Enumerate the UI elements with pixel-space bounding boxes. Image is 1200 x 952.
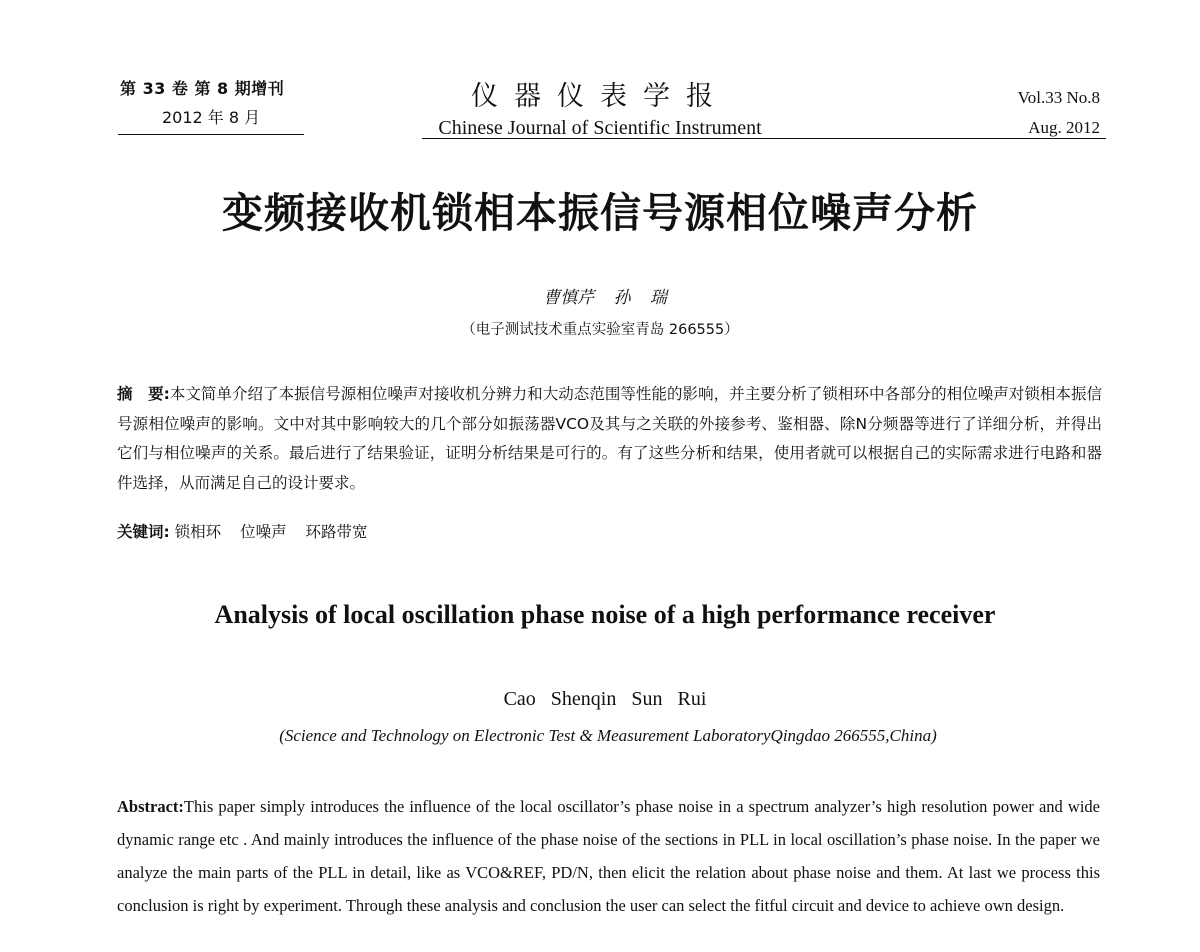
journal-masthead (420, 74, 780, 140)
abstract-text-en: This paper simply introduces the influence of the local oscillator’s phase noise in a spectrum analyzer’s high resolution power and wide dynamic range etc . And mainly introduces the influence of the phase noise of the sections in PLL in local oscillation’s phase noise. In the paper we analyze the main parts of the PLL in detail, like as VCO&REF, PD/N, then elicit the relation about phase noise and them. At last we process this conclusion is right by experiment. Through these analysis and conclusion the user can select the fitful circuit and device to achieve own design. (117, 797, 1100, 915)
journal-name-cn: 仪器仪表学报 (471, 81, 729, 112)
abstract-en (117, 790, 1100, 922)
affiliation-en: (Science and Technology on Electronic Test & Measurement LaboratoryQingdao 266555,China) (279, 726, 937, 745)
paper-title-en: Analysis of local oscillation phase noise of a high performance receiver (214, 600, 996, 629)
keywords-cn (117, 520, 1017, 542)
keywords-label-cn: 关键词: (117, 523, 170, 541)
keyword: 位噪声 (240, 523, 287, 541)
date-en: Aug. 2012 (1028, 118, 1100, 137)
header-rule-right (422, 138, 1106, 139)
abstract-label-en: Abstract: (117, 797, 184, 816)
abstract-text-cn: 本文简单介绍了本振信号源相位噪声对接收机分辨力和大动态范围等性能的影响，并主要分析了锁相环中各部分的相位噪声对锁相本振信号源相位噪声的影响。文中对其中影响较大的几个部分如振荡器VCO及其与之关联的外接参考、鉴相器、除N分频器等进行了详细分析，并得出它们与相位噪声的关系。最后进行了结果验证，证明分析结果是可行的。有了这些分析和结果，使用者就可以根据自己的实际需求进行电路和器件选择，从而满足自己的设计要求。 (117, 385, 1102, 492)
header-right (900, 88, 1100, 138)
volume-issue-en: Vol.33 No.8 (1017, 88, 1100, 107)
abstract-cn (117, 380, 1102, 498)
header-rule-left (118, 134, 304, 135)
affiliation-cn: （电子测试技术重点实验室青岛 266555） (461, 322, 739, 338)
abstract-label-cn: 摘 要: (117, 385, 170, 403)
date-cn: 2012 年 8 月 (162, 108, 261, 127)
authors-cn: 曹慎芹 孙 瑞 (543, 288, 667, 308)
paper-title-cn: 变频接收机锁相本振信号源相位噪声分析 (222, 189, 978, 237)
header-left (120, 76, 320, 128)
authors-en: Cao Shenqin Sun Rui (503, 688, 707, 710)
journal-name-en: Chinese Journal of Scientific Instrument (438, 117, 762, 139)
keyword: 锁相环 (174, 523, 222, 541)
volume-issue-cn: 第 33 卷 第 8 期增刊 (120, 79, 285, 98)
keyword: 环路带宽 (305, 523, 368, 541)
